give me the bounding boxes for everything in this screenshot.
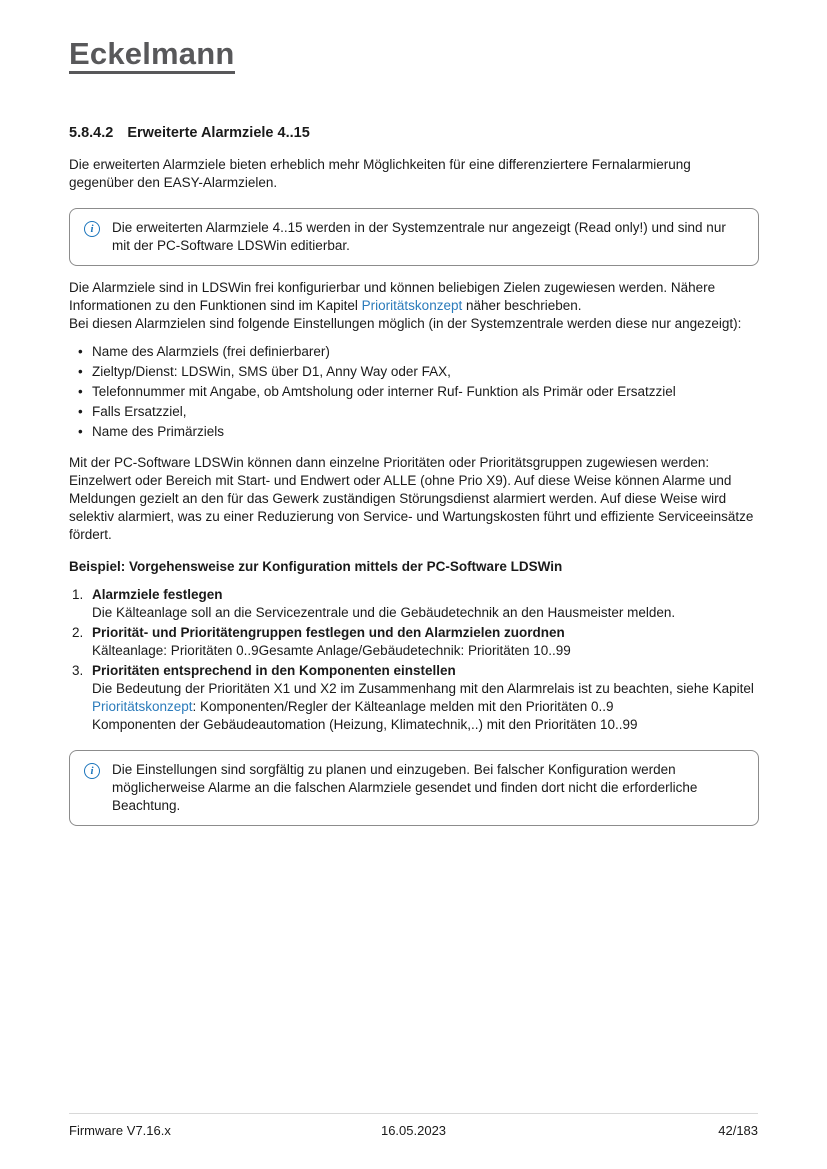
settings-list bbox=[69, 343, 759, 441]
footer-page-number: 42/183 bbox=[718, 1122, 759, 1138]
paragraph-config-text-before: Die Alarmziele sind in LDSWin frei konfigurierbar und können beliebigen Zielen zugewiesen werden. Nähere Informationen zu den Funktionen sind im Kapitel bbox=[69, 280, 716, 314]
step-item bbox=[69, 662, 759, 734]
paragraph-config bbox=[69, 279, 759, 333]
paragraph-priorities-line1: Mit der PC-Software LDSWin können dann einzelne Prioritäten oder Prioritätsgruppen zugewiesen werden: Einzelwert oder Bereich mit Start- und Endwert oder ALLE (ohne Prio X9). bbox=[69, 454, 710, 488]
step-title: Alarmziele festlegen bbox=[92, 587, 223, 603]
list-item: • Telefonnummer mit Angabe, ob Amtsholung oder interner Ruf- Funktion als Primär oder Ersatzziel bbox=[69, 383, 759, 401]
step-text: Die Kälteanlage soll an die Servicezentrale und die Gebäudetechnik an den Hausmeister melden. bbox=[92, 605, 676, 621]
step-item bbox=[69, 586, 759, 622]
info-box bbox=[69, 750, 759, 826]
info-box bbox=[69, 208, 759, 266]
step-number: 2. bbox=[72, 625, 84, 641]
step-item bbox=[69, 624, 759, 660]
footer-firmware: Firmware V7.16.x bbox=[69, 1122, 171, 1138]
step-text-line2: Komponenten der Gebäudeautomation (Heizung, Klimatechnik,..) mit den Prioritäten 10..99 bbox=[92, 717, 638, 733]
list-item: • Zieltyp/Dienst: LDSWin, SMS über D1, Anny Way oder FAX, bbox=[69, 363, 759, 381]
prioritaetskonzept-link[interactable]: Prioritätskonzept bbox=[361, 298, 463, 314]
step-number: 3. bbox=[72, 663, 84, 679]
step-number: 1. bbox=[72, 587, 84, 603]
step-body bbox=[92, 586, 759, 622]
list-item: • Name des Alarmziels (frei definierbarer) bbox=[69, 343, 759, 361]
section-number: 5.8.4.2 bbox=[69, 125, 114, 141]
info-box-text: Die erweiterten Alarmziele 4..15 werden in der Systemzentrale nur angezeigt (Read only!) und sind nur mit der PC-Software LDSWin editierbar. bbox=[112, 220, 726, 254]
step-title: Prioritäten entsprechend in den Komponenten einstellen bbox=[92, 663, 456, 679]
paragraph-intro: Die erweiterten Alarmziele bieten erheblich mehr Möglichkeiten für eine differenziertere Fernalarmierung gegenüber den EASY-Alarmzielen. bbox=[69, 157, 691, 191]
page-content bbox=[69, 0, 759, 826]
paragraph-config-line2: Bei diesen Alarmzielen sind folgende Einstellungen möglich (in der Systemzentrale werden diese nur angezeigt): bbox=[69, 316, 742, 331]
step-text: Kälteanlage: Prioritäten 0..9Gesamte Anlage/Gebäudetechnik: Prioritäten 10..99 bbox=[92, 643, 571, 659]
step-text-after-link: : Komponenten/Regler der Kälteanlage melden mit den Prioritäten 0..9 bbox=[192, 699, 614, 715]
paragraph-priorities bbox=[69, 454, 759, 544]
paragraph-priorities-line2: Auf diese Weise können Alarme und Meldungen gezielt an den für das Gewerk zuständigen Störungsdienst alarmiert werden. Auf diese Weise wird selektiv alarmiert, was zu einer Reduzierung von Service- und Wartungskosten führt und effiziente Serviceeinsätze fördert. bbox=[69, 472, 754, 542]
step-title: Priorität- und Prioritätengruppen festlegen und den Alarmzielen zuordnen bbox=[92, 625, 565, 641]
list-item: • Name des Primärziels bbox=[69, 423, 759, 441]
paragraph-config-text-after: näher beschrieben. bbox=[462, 298, 582, 314]
step-text-before-link: Die Bedeutung der Prioritäten X1 und X2 im Zusammenhang mit den Alarmrelais ist zu beachten, siehe Kapitel bbox=[92, 681, 754, 697]
section-title: Erweiterte Alarmziele 4..15 bbox=[127, 125, 310, 141]
step-body bbox=[92, 662, 759, 734]
step-text bbox=[92, 680, 759, 734]
section-heading bbox=[69, 124, 759, 143]
list-item: • Falls Ersatzziel, bbox=[69, 403, 759, 421]
info-icon: i bbox=[84, 221, 100, 237]
eckelmann-logo: Eckelmann bbox=[69, 38, 235, 74]
info-icon: i bbox=[84, 763, 100, 779]
example-heading: Beispiel: Vorgehensweise zur Konfiguration mittels der PC-Software LDSWin bbox=[69, 559, 563, 575]
step-body bbox=[92, 624, 759, 660]
footer-date: 16.05.2023 bbox=[380, 1122, 447, 1138]
prioritaetskonzept-link[interactable]: Prioritätskonzept bbox=[92, 699, 193, 715]
steps-list bbox=[69, 586, 759, 734]
info-box-text: Die Einstellungen sind sorgfältig zu planen und einzugeben. Bei falscher Konfiguration werden möglicherweise Alarme an die falschen Alarmziele gesendet und finden dort nicht die erforderliche Beachtung. bbox=[112, 762, 698, 813]
footer bbox=[69, 1113, 758, 1139]
